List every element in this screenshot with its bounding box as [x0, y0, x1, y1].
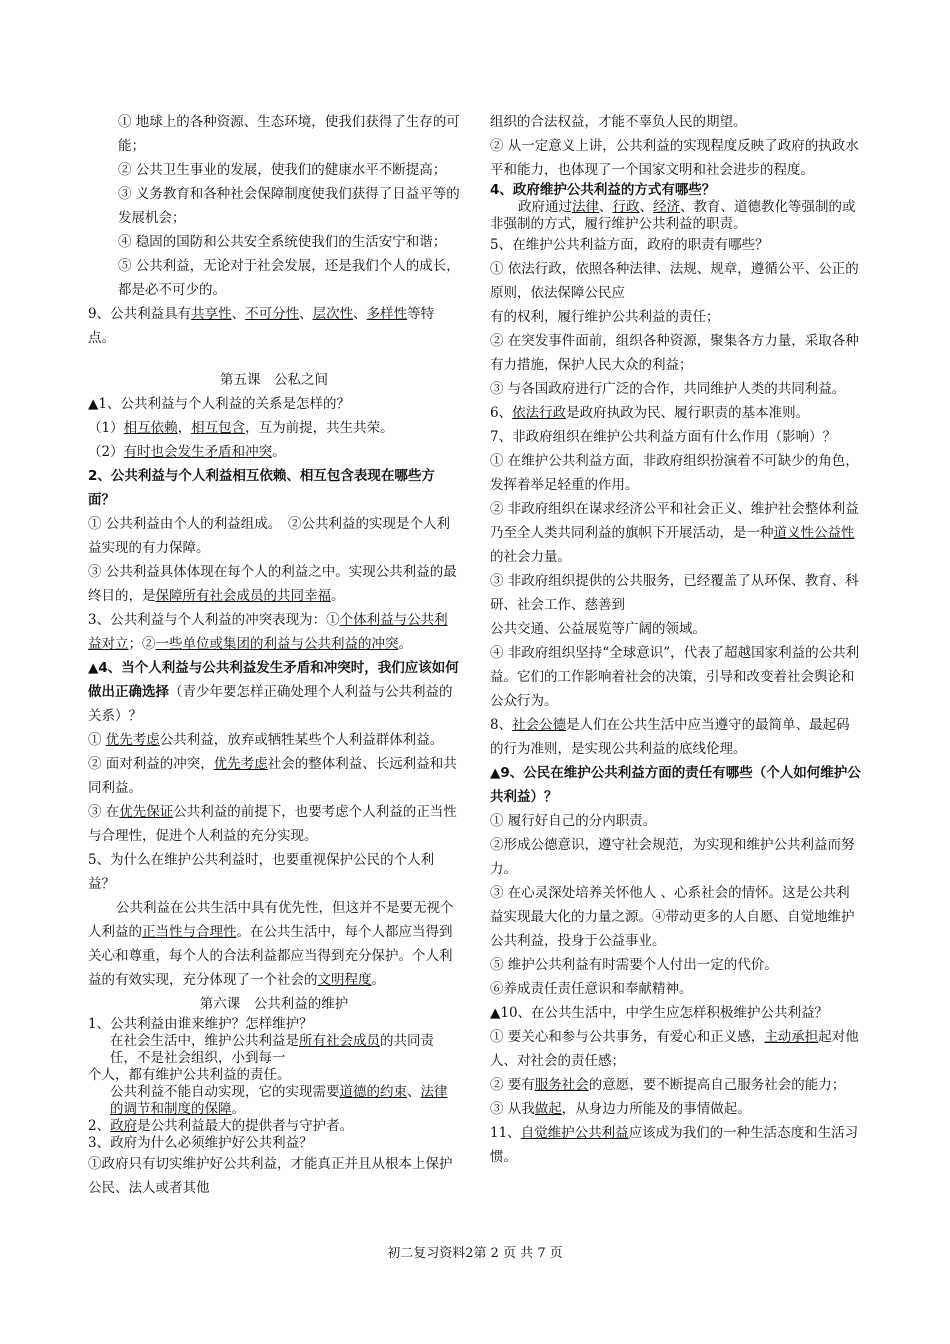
text: 公共利益不能自动实现，它的实现需要 — [110, 1084, 340, 1100]
answer — [88, 1084, 460, 1118]
text: 社会的整体利益、长远利益和共同利益。 — [88, 756, 457, 796]
text: 、 — [639, 199, 653, 215]
answer: ①政府只有切实维护好公共利益，才能真正并且从根本上保护公民、法人或者其他 — [88, 1156, 453, 1196]
answer — [88, 440, 460, 464]
text: ，从身边力所能及的事情做起。 — [561, 1101, 751, 1117]
underlined-term: 有时也会发生矛盾和冲突 — [123, 444, 273, 460]
underlined-term: 多样性 — [366, 306, 408, 322]
text: 2、 — [88, 1118, 111, 1134]
text: 是人们在公共生活中应当遵守的最简单、最起码的行为准则，是实现公共利益的底线伦理。 — [490, 717, 850, 757]
text: 8、 — [490, 717, 513, 733]
text: ① — [88, 732, 106, 748]
text: 应该成为我们的一种生活态度和生活习惯。 — [490, 1125, 859, 1165]
underlined-term: 优先考虑 — [213, 756, 268, 772]
paragraph: ⑤ 公共利益，无论对于社会发展，还是我们个人的成长，都是必不可少的。 — [118, 258, 460, 298]
underlined-term: 优先考虑 — [105, 732, 160, 748]
text: 、 — [299, 306, 313, 322]
answer — [490, 199, 862, 233]
text: 公共利益，放弃或牺牲某些个人利益群体利益。 — [159, 732, 444, 748]
text: 、 — [407, 1084, 421, 1100]
text: 是政府执政为民、履行职责的基本准则。 — [566, 405, 810, 421]
text: ，互为前提，共生共荣。 — [245, 420, 394, 436]
text: ；② — [128, 636, 156, 652]
right-column — [490, 110, 862, 1169]
text: 11、 — [490, 1125, 521, 1141]
answer: ① 在维护公共利益方面，非政府组织扮演着不可缺少的角色，发挥着举足轻重的作用。 — [490, 453, 859, 493]
answer — [490, 1073, 862, 1097]
underlined-term: 行政 — [612, 199, 640, 215]
underlined-term: 优先保证 — [119, 804, 174, 820]
paragraph: ④ 稳固的国防和公共安全系统使我们的生活安宁和谐； — [118, 234, 447, 250]
text: 。 — [272, 444, 286, 460]
underlined-term: 服务社会 — [534, 1077, 589, 1093]
text: ① 要关心和参与公共事务，有爱心和正义感， — [490, 1029, 765, 1045]
underlined-term: 政府 — [110, 1118, 138, 1134]
question: ▲9、公民在维护公共利益方面的责任有哪些（个人如何维护公共利益）？ — [490, 765, 861, 805]
underlined-term: 不可分性 — [245, 306, 300, 322]
answer: 有的权利，履行维护公共利益的责任； — [490, 309, 720, 325]
answer: ②形成公德意识，遵守社会规范，为实现和维护公共利益而努力。 — [490, 837, 855, 877]
underlined-term: 正当性与合理性 — [142, 924, 237, 940]
question: 7、非政府组织在维护公共利益方面有什么作用（影响）？ — [490, 429, 837, 445]
text: （1） — [88, 420, 124, 436]
question — [88, 608, 460, 656]
text: （2） — [88, 444, 124, 460]
lesson-heading: 第五课 公私之间 — [220, 372, 328, 388]
text: ③ 公共利益具体体现在每个人的利益之中。实现公共利益的最终目的，是 — [88, 564, 457, 604]
paragraph — [490, 713, 862, 761]
answer — [88, 800, 460, 848]
paragraph: ② 公共卫生事业的发展，使我们的健康水平不断提高； — [118, 162, 447, 178]
underlined-term: 层次性 — [312, 306, 354, 322]
paragraph: ② 从一定意义上讲，公共利益的实现程度反映了政府的执政水平和能力，也体现了一个国家文明和社会进步的程度。 — [490, 138, 859, 178]
paragraph — [490, 1121, 862, 1169]
answer — [88, 896, 460, 992]
question: 5、在维护公共利益方面，政府的职责有哪些？ — [490, 237, 769, 253]
paragraph: 组织的合法权益，才能不辜负人民的期望。 — [490, 114, 747, 130]
text: 的意愿，要不断提高自己服务社会的能力； — [588, 1077, 846, 1093]
answer — [88, 752, 460, 800]
text: 、 — [353, 306, 367, 322]
text: 。 — [398, 636, 412, 652]
answer — [88, 1118, 460, 1135]
answer: 公共交通、公益展览等广阔的领域。 — [490, 621, 706, 637]
paragraph: ③ 义务教育和各种社会保障制度使我们获得了日益平等的发展机会； — [118, 186, 460, 226]
underlined-term: 做起 — [534, 1101, 562, 1117]
underlined-term: 道义性公益性 — [773, 525, 855, 541]
underlined-term: 保障所有社会成员的共同幸福 — [155, 588, 331, 604]
left-column — [88, 110, 460, 1200]
paragraph — [88, 302, 460, 350]
answer: 个人，都有维护公共利益的责任。 — [88, 1067, 291, 1083]
underlined-term: 法律的调节和制度的保障 — [110, 1084, 448, 1117]
question: ▲1、公共利益与个人利益的关系是怎样的？ — [88, 396, 350, 412]
question: ▲10、在公共生活中，中学生应怎样积极维护公共利益？ — [490, 1005, 829, 1021]
text: 。 — [371, 972, 385, 988]
text: ③ 在 — [88, 804, 120, 820]
underlined-term: 社会公德 — [512, 717, 567, 733]
text: 起对他人、对社会的责任感； — [490, 1029, 859, 1069]
question: 3、政府为什么必须维护好公共利益？ — [88, 1135, 313, 1151]
answer — [88, 728, 460, 752]
text: 公共利益在公共生活中具有优先性，但这并不是要无视个人利益的 — [88, 900, 454, 940]
underlined-term: 相互包含 — [191, 420, 246, 436]
answer — [88, 1033, 460, 1067]
answer — [490, 1097, 862, 1121]
answer: ③ 非政府组织提供的公共服务，已经覆盖了从环保、教育、科研、社会工作、慈善到 — [490, 573, 859, 613]
answer: ③ 与各国政府进行广泛的合作，共同维护人类的共同利益。 — [490, 381, 846, 397]
text: 6、 — [490, 405, 513, 421]
answer: ④ 非政府组织坚持“全球意识”，代表了超越国家利益的公共利益。它们的工作影响着社会的决策，引导和改变着社会舆论和公众行为。 — [490, 645, 860, 709]
answer: ① 依法行政，依照各种法律、法规、规章，遵循公平、公正的原则，依法保障公民应 — [490, 261, 859, 301]
answer: ② 在突发事件面前，组织各种资源，聚集各方力量，采取各种有力措施，保护人民大众的利益； — [490, 333, 859, 373]
lesson-heading: 第六课 公共利益的维护 — [199, 996, 349, 1012]
text: ② 要有 — [490, 1077, 535, 1093]
text: 等特点。 — [88, 306, 435, 346]
page-footer: 初二复习资料2第 2 页 共 7 页 — [387, 1246, 563, 1261]
text: 。 — [231, 1101, 245, 1117]
underlined-term: 自觉维护公共利益 — [520, 1125, 629, 1141]
underlined-term: 相互依赖 — [123, 420, 178, 436]
text: 在社会生活中，维护公共利益是 — [110, 1033, 299, 1049]
underlined-term: 依法行政 — [512, 405, 567, 421]
text: 。 — [331, 588, 345, 604]
underlined-term: 主动承担 — [764, 1029, 819, 1045]
answer: ① 公共利益由个人的利益组成。 ②公共利益的实现是个人利益实现的有力保障。 — [88, 516, 451, 556]
answer — [88, 416, 460, 440]
text: 的社会力量。 — [490, 549, 571, 565]
paragraph — [490, 401, 862, 425]
text: ▲4、当个人利益与公共利益发生矛盾和冲突时，我们应该如何做出正确选择 — [88, 660, 459, 700]
text: ， — [177, 420, 192, 436]
question — [88, 656, 460, 728]
text: 9、公共利益具有 — [88, 306, 192, 322]
answer — [490, 1025, 862, 1073]
underlined-term: 个体利益与公共利益对立 — [88, 612, 448, 652]
question: 4、政府维护公共利益的方式有哪些？ — [490, 182, 716, 198]
underlined-term: 共享性 — [191, 306, 232, 322]
text: （青少年要怎样正确处理个人利益与公共利益的关系）？ — [88, 684, 453, 724]
answer: ⑥养成责任责任意识和奉献精神。 — [490, 981, 693, 997]
text: 3、公共利益与个人利益的冲突表现为：① — [88, 612, 340, 628]
question: 5、为什么在维护公共利益时，也要重视保护公民的个人利益？ — [88, 852, 435, 892]
text: 的共同责任，不是社会组织，小到每一 — [110, 1033, 434, 1066]
text: 公共利益的前提下，也要考虑个人利益的正当性与合理性，促进个人利益的充分实现。 — [88, 804, 457, 844]
text: 是公共利益最大的提供者与守护者。 — [137, 1118, 354, 1134]
question: 2、公共利益与个人利益相互依赖、相互包含表现在哪些方面？ — [88, 468, 435, 508]
underlined-term: 一些单位或集团的利益与公共利益的冲突 — [155, 636, 399, 652]
question: 1、公共利益由谁来维护？怎样维护？ — [88, 1016, 313, 1032]
text: 、教育、道德教化等强制的或非强制的方式，履行维护公共利益的职责。 — [490, 199, 856, 232]
answer: ① 履行好自己的分内职责。 — [490, 813, 657, 829]
text: 政府通过 — [518, 199, 572, 215]
text: ③ 从我 — [490, 1101, 535, 1117]
answer — [490, 497, 862, 569]
answer — [88, 560, 460, 608]
underlined-term: 道德的约束 — [339, 1084, 407, 1100]
underlined-term: 文明程度 — [317, 972, 372, 988]
underlined-term: 所有社会成员 — [299, 1033, 380, 1049]
answer: ⑤ 维护公共利益有时需要个人付出一定的代价。 — [490, 957, 778, 973]
text: 。在公共生活中，每个人都应当得到关心和尊重，每个人的合法利益都应当得到充分保护。个人利益的有效实现，充分体现了一个社会的 — [88, 924, 453, 988]
text: 、 — [599, 199, 613, 215]
underlined-term: 经济 — [653, 199, 680, 215]
underlined-term: 法律 — [572, 199, 599, 215]
answer: ③ 在心灵深处培养关怀他人 、心系社会的情怀。这是公共利益实现最大化的力量之源。④带动更多的人自愿、自觉地维护公共利益，投身于公益事业。 — [490, 885, 855, 949]
paragraph: ① 地球上的各种资源、生态环境，使我们获得了生存的可能； — [118, 114, 460, 154]
text: 、 — [231, 306, 246, 322]
text: ② 非政府组织在谋求经济公平和社会正义、维护社会整体利益乃至全人类共同利益的旗帜下开展活动，是一种 — [490, 501, 859, 541]
text: ② 面对利益的冲突， — [88, 756, 214, 772]
